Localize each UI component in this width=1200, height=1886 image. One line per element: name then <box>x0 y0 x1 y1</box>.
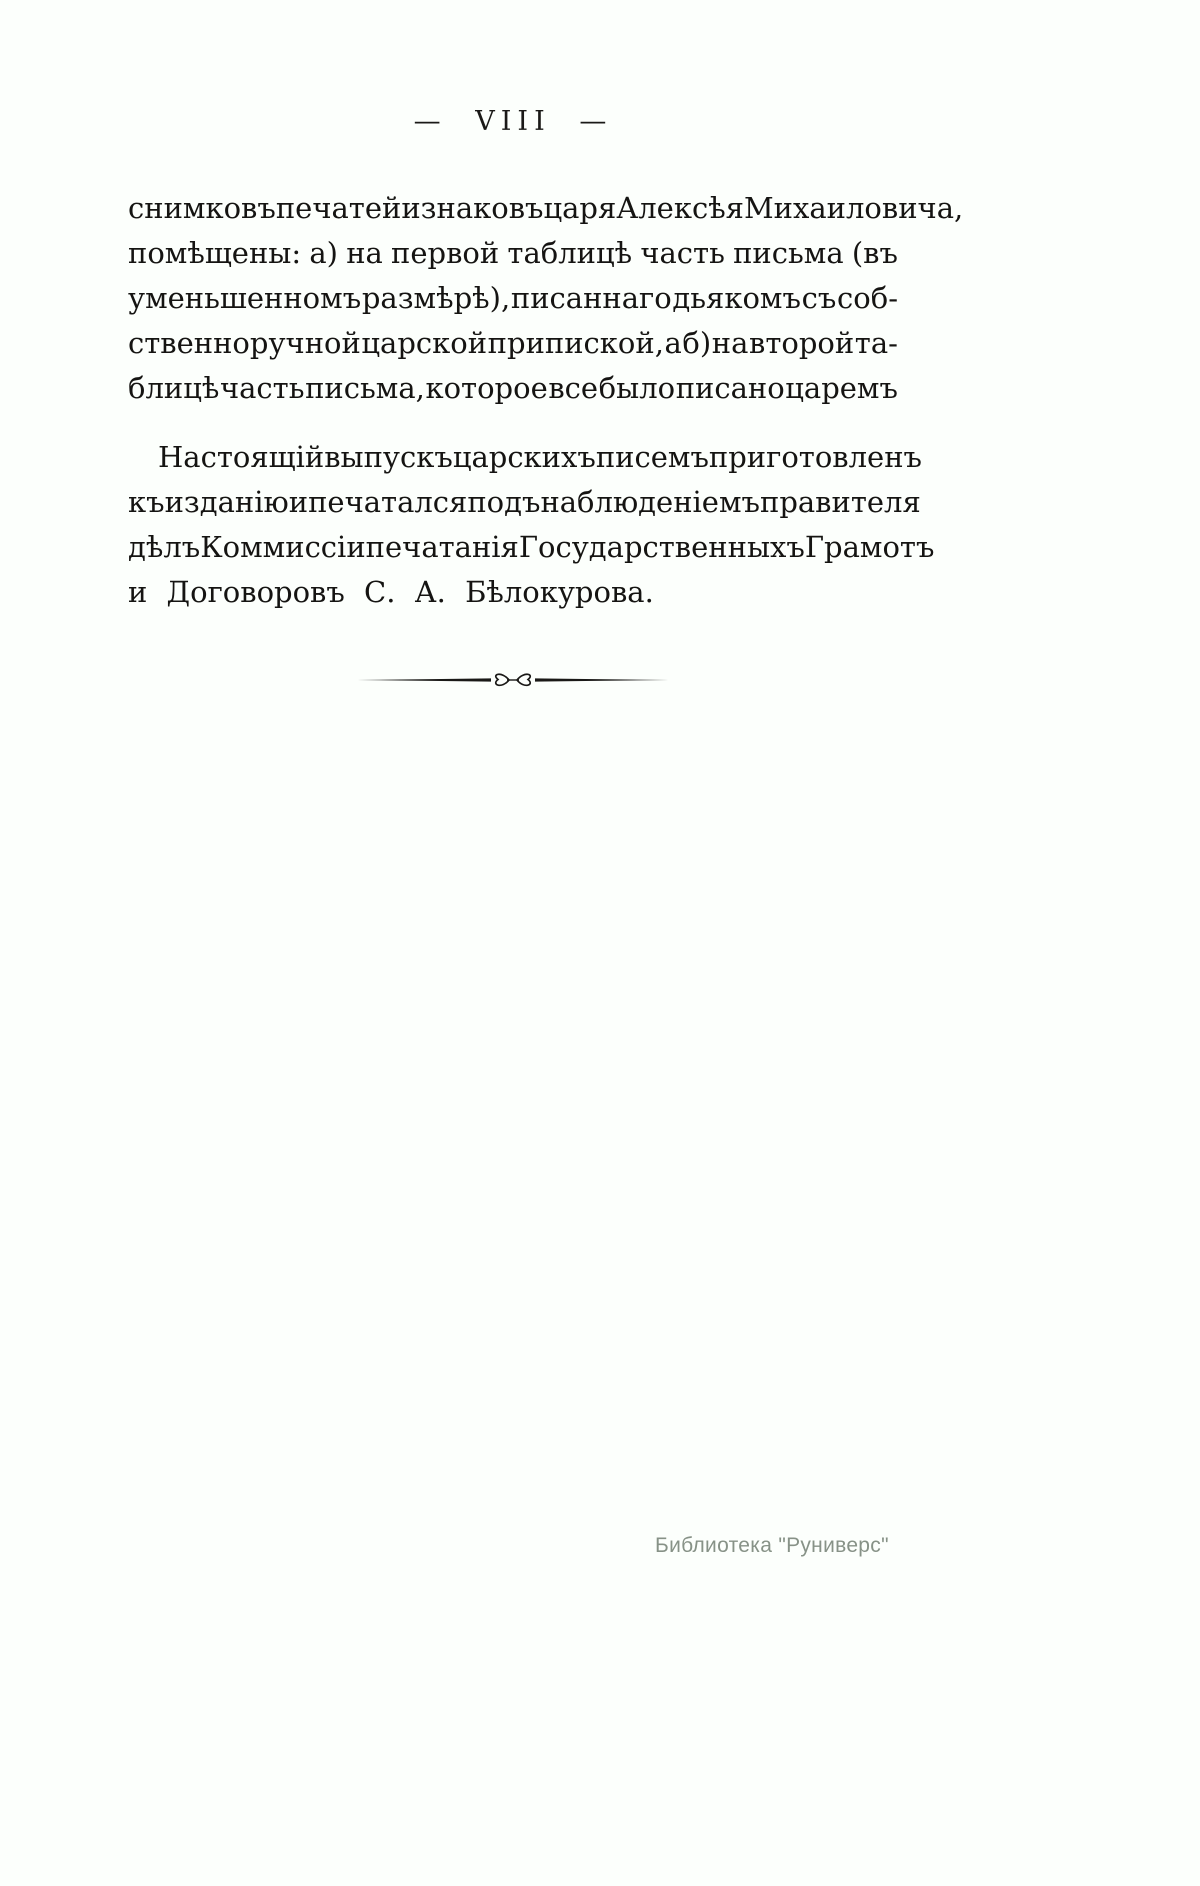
text-block <box>128 186 964 615</box>
text-line: ственноручной царской припиской, а б) на второй та- <box>128 326 898 360</box>
page-number: — VIII — <box>413 106 613 137</box>
paragraph-2 <box>128 435 935 615</box>
text-line: снимковъ печатей и знаковъ царя Алексѣя Михаиловича, <box>128 191 964 225</box>
text-line: дѣлъ Коммиссіи печатанія Государственныхъ Грамотъ <box>128 530 935 564</box>
ornamental-rule-icon <box>357 668 669 692</box>
divider <box>128 668 898 692</box>
text-line: помѣщены: а) на первой таблицѣ часть письма (въ <box>128 236 898 270</box>
text-line: Настоящій выпускъ царскихъ писемъ приготовленъ <box>158 440 922 474</box>
text-line: уменьшенномъ размѣрѣ), писаннаго дьякомъ съ соб- <box>128 281 898 315</box>
text-line: блицѣ часть письма, которое все было писано царемъ <box>128 371 898 405</box>
text-line: и Договоровъ С. А. Бѣлокурова. <box>128 575 654 609</box>
paragraph-1 <box>128 186 964 411</box>
text-line: къ изданію и печатался подъ наблюденіемъ правителя <box>128 485 921 519</box>
library-watermark: Библиотека "Руниверс" <box>655 1534 889 1557</box>
